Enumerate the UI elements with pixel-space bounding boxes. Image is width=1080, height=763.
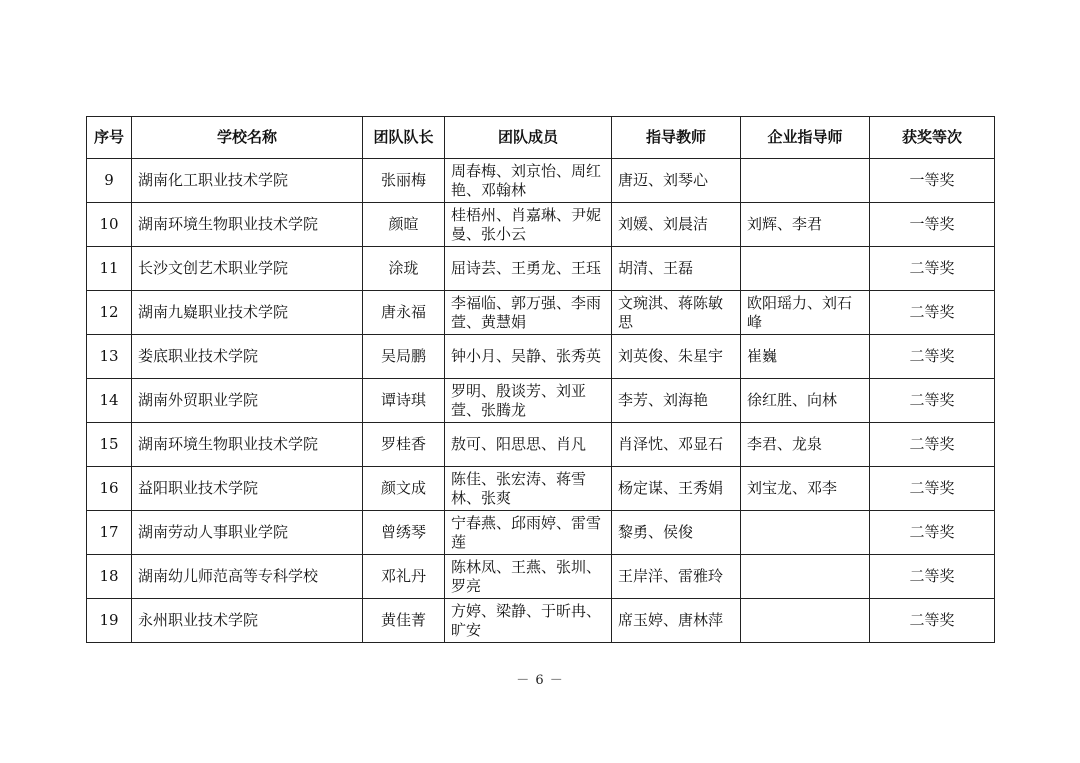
school-name-cell: 湖南环境生物职业技术学院: [132, 203, 363, 247]
school-name-cell: 湖南幼儿师范高等专科学校: [132, 555, 363, 599]
team-captain-cell: 颜文成: [363, 467, 445, 511]
team-members-cell: 屈诗芸、王勇龙、王珏: [445, 247, 612, 291]
team-members-cell: 周春梅、刘京怡、周红艳、邓翰林: [445, 159, 612, 203]
school-name-cell: 娄底职业技术学院: [132, 335, 363, 379]
team-captain-cell: 吴局鹏: [363, 335, 445, 379]
enterprise-mentor-cell: [741, 555, 870, 599]
header-serial-number: 序号: [87, 117, 132, 159]
table-row: [87, 291, 995, 335]
table-row: [87, 335, 995, 379]
team-members-cell: 钟小月、吴静、张秀英: [445, 335, 612, 379]
team-members-cell: 桂梧州、肖嘉琳、尹妮曼、张小云: [445, 203, 612, 247]
serial-number-cell: 12: [87, 291, 132, 335]
enterprise-mentor-cell: 欧阳瑶力、刘石峰: [741, 291, 870, 335]
enterprise-mentor-cell: [741, 511, 870, 555]
team-members-cell: 敖可、阳思思、肖凡: [445, 423, 612, 467]
table-row: [87, 511, 995, 555]
team-members-cell: 李福临、郭万强、李雨萱、黄慧娟: [445, 291, 612, 335]
header-enterprise-mentor: 企业指导师: [741, 117, 870, 159]
instructors-cell: 唐迈、刘琴心: [612, 159, 741, 203]
table-row: [87, 555, 995, 599]
award-level-cell: 二等奖: [870, 379, 995, 423]
award-level-cell: 二等奖: [870, 247, 995, 291]
serial-number-cell: 15: [87, 423, 132, 467]
instructors-cell: 黎勇、侯俊: [612, 511, 741, 555]
instructors-cell: 刘英俊、朱星宇: [612, 335, 741, 379]
serial-number-cell: 10: [87, 203, 132, 247]
header-instructors: 指导教师: [612, 117, 741, 159]
team-members-cell: 陈佳、张宏涛、蒋雪林、张爽: [445, 467, 612, 511]
award-level-cell: 二等奖: [870, 467, 995, 511]
team-members-cell: 方婷、梁静、于昕冉、旷安: [445, 599, 612, 643]
enterprise-mentor-cell: 刘辉、李君: [741, 203, 870, 247]
table-row: [87, 159, 995, 203]
award-level-cell: 二等奖: [870, 511, 995, 555]
school-name-cell: 湖南劳动人事职业学院: [132, 511, 363, 555]
instructors-cell: 胡清、王磊: [612, 247, 741, 291]
instructors-cell: 席玉婷、唐林萍: [612, 599, 741, 643]
team-members-cell: 陈林凤、王燕、张圳、罗亮: [445, 555, 612, 599]
instructors-cell: 李芳、刘海艳: [612, 379, 741, 423]
table-row: [87, 247, 995, 291]
team-captain-cell: 谭诗琪: [363, 379, 445, 423]
instructors-cell: 王岸洋、雷雅玲: [612, 555, 741, 599]
serial-number-cell: 16: [87, 467, 132, 511]
header-team-captain: 团队队长: [363, 117, 445, 159]
header-award-level: 获奖等次: [870, 117, 995, 159]
award-level-cell: 二等奖: [870, 555, 995, 599]
school-name-cell: 湖南化工职业技术学院: [132, 159, 363, 203]
enterprise-mentor-cell: [741, 599, 870, 643]
table-row: [87, 599, 995, 643]
award-table: [86, 116, 995, 643]
team-members-cell: 宁春燕、邱雨婷、雷雪莲: [445, 511, 612, 555]
award-level-cell: 二等奖: [870, 335, 995, 379]
school-name-cell: 益阳职业技术学院: [132, 467, 363, 511]
serial-number-cell: 19: [87, 599, 132, 643]
enterprise-mentor-cell: 刘宝龙、邓李: [741, 467, 870, 511]
page-number: － 6 －: [516, 673, 564, 688]
school-name-cell: 永州职业技术学院: [132, 599, 363, 643]
enterprise-mentor-cell: 崔巍: [741, 335, 870, 379]
award-level-cell: 二等奖: [870, 423, 995, 467]
instructors-cell: 刘媛、刘晨洁: [612, 203, 741, 247]
award-level-cell: 一等奖: [870, 203, 995, 247]
header-school-name: 学校名称: [132, 117, 363, 159]
instructors-cell: 肖泽忱、邓显石: [612, 423, 741, 467]
award-level-cell: 一等奖: [870, 159, 995, 203]
team-captain-cell: 邓礼丹: [363, 555, 445, 599]
instructors-cell: 杨定谋、王秀娟: [612, 467, 741, 511]
enterprise-mentor-cell: [741, 159, 870, 203]
header-row: [87, 117, 995, 159]
serial-number-cell: 14: [87, 379, 132, 423]
school-name-cell: 湖南外贸职业学院: [132, 379, 363, 423]
team-captain-cell: 罗桂香: [363, 423, 445, 467]
instructors-cell: 文琬淇、蒋陈敏思: [612, 291, 741, 335]
table-row: [87, 203, 995, 247]
team-members-cell: 罗明、殷谈芳、刘亚萱、张腾龙: [445, 379, 612, 423]
award-level-cell: 二等奖: [870, 291, 995, 335]
enterprise-mentor-cell: [741, 247, 870, 291]
team-captain-cell: 唐永福: [363, 291, 445, 335]
enterprise-mentor-cell: 李君、龙泉: [741, 423, 870, 467]
table-row: [87, 379, 995, 423]
team-captain-cell: 涂珑: [363, 247, 445, 291]
award-level-cell: 二等奖: [870, 599, 995, 643]
serial-number-cell: 9: [87, 159, 132, 203]
team-captain-cell: 张丽梅: [363, 159, 445, 203]
serial-number-cell: 13: [87, 335, 132, 379]
serial-number-cell: 11: [87, 247, 132, 291]
enterprise-mentor-cell: 徐红胜、向林: [741, 379, 870, 423]
table-row: [87, 423, 995, 467]
team-captain-cell: 黄佳菁: [363, 599, 445, 643]
team-captain-cell: 颜暄: [363, 203, 445, 247]
serial-number-cell: 18: [87, 555, 132, 599]
school-name-cell: 湖南环境生物职业技术学院: [132, 423, 363, 467]
serial-number-cell: 17: [87, 511, 132, 555]
table-row: [87, 467, 995, 511]
header-team-members: 团队成员: [445, 117, 612, 159]
team-captain-cell: 曾绣琴: [363, 511, 445, 555]
school-name-cell: 湖南九嶷职业技术学院: [132, 291, 363, 335]
school-name-cell: 长沙文创艺术职业学院: [132, 247, 363, 291]
